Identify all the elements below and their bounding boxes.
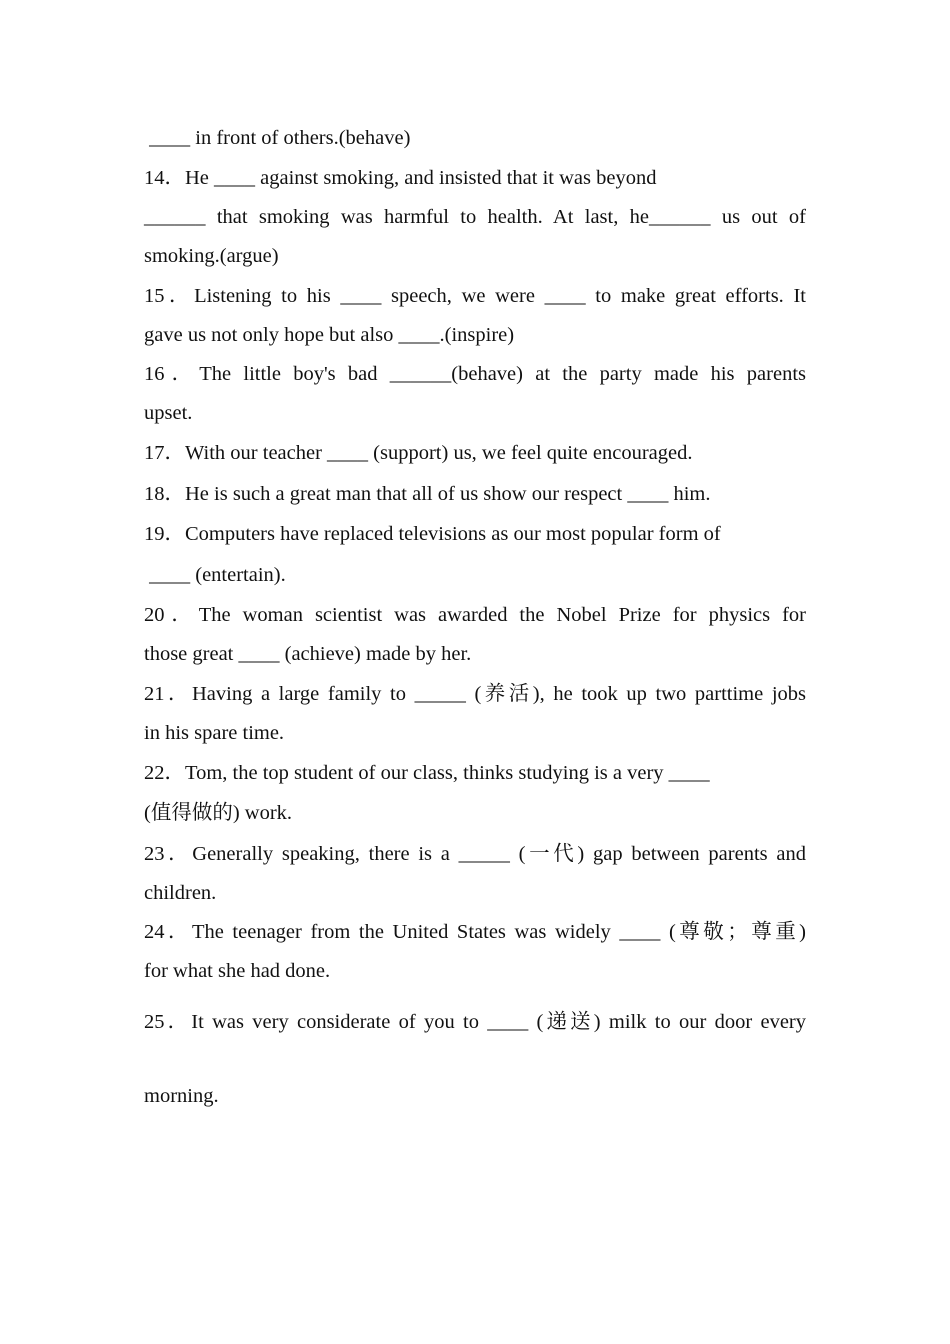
question-21-line-1: 21．Having a large family to _____ (养活), he took up two parttime jobs <box>144 683 806 705</box>
question-24-line-2: for what she had done. <box>144 960 331 982</box>
question-15-line-1: 15．Listening to his ____ speech, we were ____ to make great efforts. It <box>144 285 806 307</box>
question-23-line-2: children. <box>144 882 217 904</box>
question-14-line-1: 14．He ____ against smoking, and insisted that it was beyond <box>144 167 657 189</box>
question-23-line-1: 23．Generally speaking, there is a _____ (一代) gap between parents and <box>144 843 806 865</box>
question-22-line-2: (值得做的) work. <box>144 802 293 824</box>
question-22-line-1: 22．Tom, the top student of our class, thinks studying is a very ____ <box>144 762 710 784</box>
question-20-line-2: those great ____ (achieve) made by her. <box>144 643 472 665</box>
question-17: 17．With our teacher ____ (support) us, we feel quite encouraged. <box>144 442 693 464</box>
question-19-line-2: ____ (entertain). <box>144 564 286 586</box>
question-24-line-1: 24．The teenager from the United States was widely ____ (尊敬；尊重) <box>144 921 806 943</box>
line-13-continuation: ____ in front of others.(behave) <box>144 127 411 149</box>
question-15-line-2: gave us not only hope but also ____.(inspire) <box>144 324 515 346</box>
question-20-line-1: 20．The woman scientist was awarded the Nobel Prize for physics for <box>144 604 806 626</box>
question-14-line-2: ______ that smoking was harmful to health. At last, he______ us out of <box>144 206 806 228</box>
question-18: 18．He is such a great man that all of us show our respect ____ him. <box>144 483 711 505</box>
question-19-line-1: 19．Computers have replaced televisions as our most popular form of <box>144 523 721 545</box>
question-16-line-2: upset. <box>144 402 193 424</box>
question-14-line-3: smoking.(argue) <box>144 245 279 267</box>
question-25-line-2: morning. <box>144 1085 219 1107</box>
question-16-line-1: 16．The little boy's bad ______(behave) at the party made his parents <box>144 363 806 385</box>
question-25-line-1: 25．It was very considerate of you to ____ (递送) milk to our door every <box>144 1011 806 1033</box>
question-21-line-2: in his spare time. <box>144 722 285 744</box>
